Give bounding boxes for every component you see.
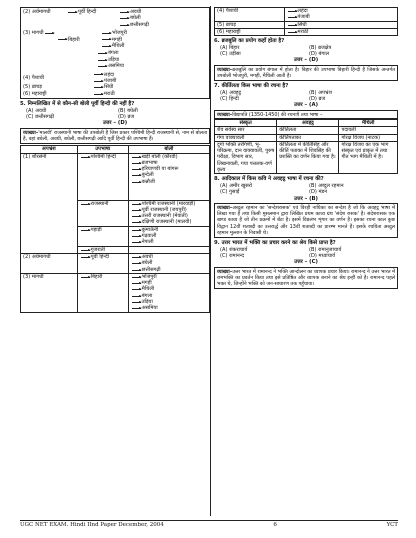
publisher-mark: YCT (386, 522, 398, 528)
question-text: निम्नलिखित में से कौन-सी बोली पूर्वी हिन्दी की नहीं है? (27, 101, 135, 108)
tree-label: (5) ब्राचड़ (23, 84, 43, 91)
upabhasha-cell: पहाड़ी (77, 226, 128, 246)
tree-label: (6) महाराष्ट्री (215, 28, 285, 35)
option: (D) मंडन (309, 189, 328, 196)
boli-cell: खड़ी बोली (कौरवी) ब्रजभाषा हरियाणवी या बांगरू बुन्देली कन्नौजी (128, 153, 209, 200)
tree-leaves: लहंदा पंजाबी (284, 8, 397, 22)
q5-options (20, 108, 210, 121)
option: (A) बिहार (220, 44, 240, 51)
tree-leaf: मगही (112, 36, 122, 43)
table-row (215, 134, 398, 141)
option: (D) मध्वाचार्य (309, 252, 336, 259)
vidyapati-works-table (214, 119, 398, 174)
q6-explanation (214, 65, 398, 81)
tree-group-2 (23, 9, 207, 28)
question-text: उत्तर भारत में भक्ति का प्रचार करने का श्रेय किसे प्राप्त है? (221, 239, 336, 246)
option: (A) अवहट्ठ (220, 89, 241, 96)
question-5: 5. निम्नलिखित में से कौन-सी बोली पूर्वी हिन्दी की नहीं है? (20, 101, 135, 108)
page-number: 6 (273, 522, 277, 528)
question-text: कीर्तिलता किस भाषा की रचना है? (221, 83, 289, 90)
tree-label: (4) पैशाची (215, 8, 285, 22)
q9-explanation (214, 267, 398, 290)
option: (C) गुसाईं (220, 189, 240, 196)
tree-label: (4) पैशाची (23, 74, 45, 81)
table-row (215, 141, 398, 173)
q9-options (214, 247, 398, 260)
footer-exam-title: UGC NET EXAM. Hindi IInd Paper December, 2004 (20, 522, 164, 528)
table-cell: गोरक्ष विजय (नाटक) (339, 134, 398, 141)
boli-cell: कुमाऊँनी गढ़वाली नेपाली (128, 226, 209, 246)
dialect-table (20, 145, 210, 312)
boli-cell: पश्चिमी राजस्थानी (मारवाड़ी) पूर्वी राजस्थानी (जयपुरी) उत्तरी राजस्थानी (मेवाती) दक्षिणी राजस्थानी (मालवी) (128, 200, 209, 226)
table-row (215, 8, 398, 22)
q8-options (214, 183, 398, 196)
upabhasha-cell: बिहारी (77, 273, 128, 312)
column-divider (210, 6, 211, 516)
tree-leaf: लहंदा (104, 71, 115, 78)
page-footer (20, 520, 398, 530)
table-cell: कीर्तिलता में कीर्तिसिंह और कीर्ति पताका में शिवसिंह की प्रशस्ति का वर्णन किया गया है। (277, 141, 339, 173)
question-8: 8. आदिकाल में किस कवि ने अवहट्ठ भाषा में रचना की? (214, 176, 324, 183)
explanation-text: उत्तर भारत में रामानन्द ने भक्ति आन्दोलन का व्यापक प्रचार किया। रामानन्द ने उत्तर भारत में रामभक्ति का प्रवर्तन किया तथा इसे प्रतिष्ठित और व्यापक बनाने का श्रेय इन्हीं को है। रामानन्द पहले भक्त थे, जिन्होंने भक्ति को जन-साधारण तक पहुँचाया। (217, 268, 395, 287)
tree-label: (5) ब्राचड़ (215, 21, 285, 28)
table-cell: गंगा वाक्यावली (215, 134, 277, 141)
column-header: उपभाषा (77, 146, 128, 153)
table-cell: शैव सर्वस्व सार (215, 127, 277, 134)
tree-leaf: बघेली (130, 15, 141, 22)
q9-answer: उत्तर – (C) (294, 259, 318, 266)
option: (A) अवधी (26, 107, 47, 114)
upabhasha-cell: पूर्वी हिन्दी (77, 253, 128, 273)
q7-answer: उत्तर – (A) (293, 102, 318, 109)
q7-options (214, 90, 398, 103)
option: (B) ब्रजक्षेत्र (309, 44, 332, 51)
option: (C) उड़ीसा (220, 51, 241, 58)
apabhramsha-cell: (1) शौरसेनी (21, 153, 78, 253)
tree-branch: बिहारी (68, 36, 80, 43)
option: (B) अब्दुल रहमान (309, 182, 344, 189)
tree-label: (2) अर्धमागधी (23, 9, 51, 15)
upabhasha-cell: राजस्थानी (77, 200, 128, 226)
option: (C) हिन्दी (220, 96, 239, 103)
explanation-label: व्याख्या– (217, 204, 233, 211)
option: (B) रामानुजाचार्य (309, 246, 342, 253)
option: (C) छत्तीसगढ़ी (26, 114, 55, 121)
tree-group-6 (23, 91, 207, 97)
column-header: संस्कृत (215, 119, 277, 126)
apabhramsha-cell: (3) मागधी (21, 273, 78, 312)
q5-answer: उत्तर – (D) (102, 120, 128, 127)
q6-answer: उत्तर – (D) (293, 57, 319, 64)
upabhasha-cell: पश्चिमी हिन्दी (77, 153, 128, 200)
table-cell: कीर्तिलता (277, 127, 339, 134)
explanation-label: व्याख्या– (217, 268, 233, 275)
table-cell: कीर्तिपताका (277, 134, 339, 141)
table-cell: दुर्गा भक्ति तरंगिणी, भू-परिक्रमा, दान वाक्यावली, पुरुष परीक्षा, विभाग सार, लिखनावली, गया पत्तलक-वर्ण कृत्य (215, 141, 277, 173)
table-cell: गोरक्ष विजय का एक भाग संस्कृत एवं प्राकृत में तथा गीत भाग मैथिली में है। (339, 141, 398, 173)
tree-leaf: मैथिली (112, 43, 125, 50)
tree-leaves: मराठी (284, 28, 397, 35)
question-9: 9. उत्तर भारत में भक्ति का प्रचार करने का श्रेय किसे प्राप्त है? (214, 239, 336, 246)
tree-leaf: भोजपुरी (112, 30, 127, 37)
tree-group-3 (23, 30, 207, 69)
tree-leaf: बंगला (108, 50, 119, 57)
table-row (21, 253, 210, 273)
tree-leaf: असमिया (108, 63, 124, 70)
table-row (21, 153, 210, 200)
column-header: बोली (128, 146, 209, 153)
upabhasha-cell: गुजराती (77, 246, 128, 253)
tree-leaf: सिंधी (104, 84, 114, 91)
q6-options (214, 45, 398, 58)
tree-label: (3) मागधी (23, 30, 44, 37)
q7-explanation (214, 110, 398, 119)
table-row (215, 28, 398, 35)
tree-leaf: उड़िया (108, 56, 120, 63)
explanation-label: व्याख्या– (23, 129, 39, 136)
q5-explanation (20, 128, 210, 144)
q8-answer: उत्तर – (B) (294, 195, 318, 202)
option: (D) ब्रज (118, 114, 135, 121)
tree-leaf: पंजाबी (104, 78, 117, 85)
left-column (20, 7, 210, 313)
option: (A) अमीर खुसरो (220, 182, 253, 189)
option: (B) बघेली (118, 107, 138, 114)
explanation-text: ब्रजबुलि का प्रयोग बंगाल में होता है। बिहार की उपभाषा बिहारी हिन्दी है जिसके अन्तर्गत उपबोली भोजपुरी, मगही, मैथिली आती है। (217, 66, 395, 79)
column-header: अवहट्ठ (277, 119, 339, 126)
tree-branch: पूर्वी हिन्दी (78, 9, 97, 15)
table-row (215, 127, 398, 134)
question-6: 6. ब्रजबुलि का प्रयोग कहाँ होता है? (214, 38, 285, 45)
question-text: आदिकाल में किस कवि ने अवहट्ठ भाषा में रचना की? (221, 176, 324, 183)
tree-leaf: छत्तीसगढ़ी (130, 21, 149, 28)
apabhramsha-cell: (2) अर्धमागधी (21, 253, 78, 273)
tree-leaf: अवधी (130, 9, 142, 15)
question-text: ब्रजबुलि का प्रयोग कहाँ होता है? (221, 38, 285, 45)
tree-group-4 (23, 72, 207, 85)
tree-label: (6) महाराष्ट्री (23, 90, 47, 97)
explanation-text: 'मालवी' राजस्थानी भाषा की उपबोली है जिस प्रकार पश्चिमी हिन्दी राजस्थानी से, नाम से बोलता है, वहां बघेली, अवधी, बघेली, छत्तीसगढ़ी आदि पूर्वी हिन्दी की उपभाषा हैं। (23, 129, 207, 143)
table-cell: पदावली (339, 127, 398, 134)
explanation-label: व्याख्या– (217, 66, 233, 73)
language-tree-top (20, 7, 210, 99)
explanation-label: व्याख्या– (217, 111, 233, 118)
q8-explanation (214, 203, 398, 238)
boli-cell: अवधी बघेली छत्तीसगढ़ी (128, 253, 209, 273)
option: (A) शंकराचार्य (220, 246, 248, 253)
right-column (214, 7, 398, 289)
option: (B) अपभ्रंश (309, 89, 332, 96)
table-row (21, 273, 210, 312)
option: (D) बंगाल (309, 51, 330, 58)
column-header: अपभ्रंश (21, 146, 78, 153)
boli-cell: भोजपुरी मगही मैथिली बंगला उड़िया असमिया (128, 273, 209, 312)
explanation-text: अब्दुल रहमान का 'सन्देशरासक' एवं विरही नायिका का सन्देश है जो कि अवहट्ठ भाषा में लिखा गया है तथा किसी मुसलमान द्वारा लिखित प्रथम काव्य ग्रंथ 'संदेश रासक' है। संदेशरासक एक खण्ड काव्य है जो तीन प्रक्रमों में बँटा है। इसमें विप्रलंभ शृंगार का वर्णन है। इसका रचना काल कुछ विद्वान 12वीं शताब्दी का उत्तरार्द्ध और 13वीं शताब्दी का प्रारम्भ मानते हैं। इसके रचयिता अब्दुल रहमान मुल्तान के निवासी थे। (217, 204, 395, 236)
language-tree-right (214, 7, 398, 36)
option: (C) रामानन्द (220, 252, 245, 259)
question-7: 7. कीर्तिलता किस भाषा की रचना है? (214, 83, 289, 90)
boli-cell (128, 246, 209, 253)
option: (D) ब्रज (309, 96, 326, 103)
column-header: मैथिली (339, 119, 398, 126)
tree-leaves: सिंधी (284, 21, 397, 28)
table-row (215, 21, 398, 28)
tree-leaf: मराठी (104, 90, 115, 97)
explanation-text: विद्यापति (1350-1450) की रचनाएँ तथा भाषा – (232, 111, 323, 118)
